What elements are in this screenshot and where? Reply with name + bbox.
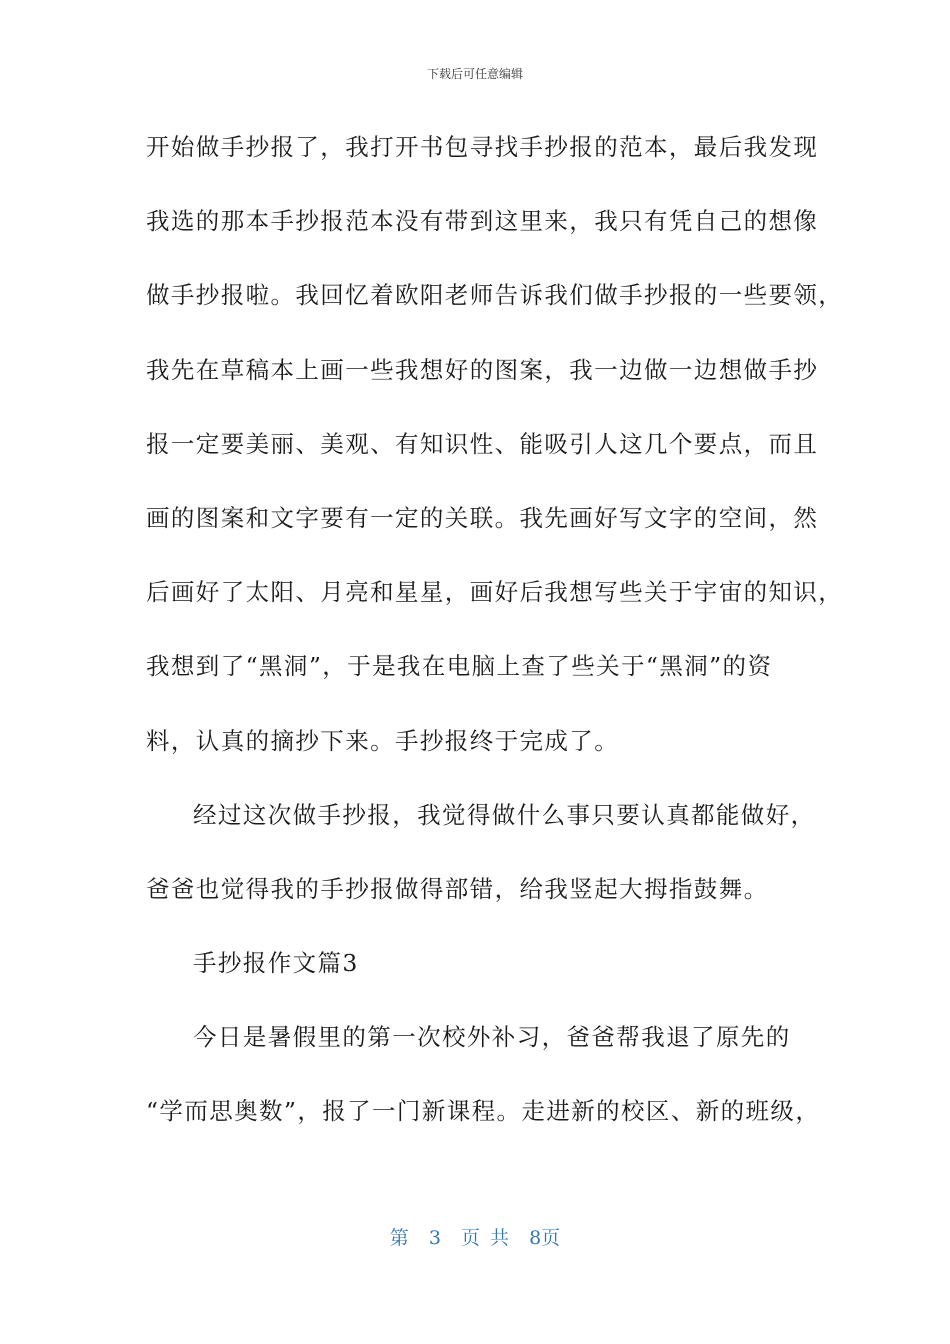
paragraph-line: 今日是暑假里的第一次校外补习，爸爸帮我退了原先的: [193, 1023, 791, 1052]
footer-prefix: 第: [389, 1227, 409, 1249]
footer-total-pages: 8页: [529, 1227, 561, 1249]
paragraph-line: 我想到了“黑洞”，于是我在电脑上查了些关于“黑洞”的资: [146, 652, 773, 681]
body-text: [146, 120, 844, 1159]
paragraph-line: 料，认真的摘抄下来。手抄报终于完成了。: [146, 726, 620, 755]
paragraph-line: 开始做手抄报了，我打开书包寻找手抄报的范本，最后我发现: [146, 133, 819, 161]
paragraph-line: 报一定要美丽、美观、有知识性、能吸引人这几个要点，而且: [146, 429, 819, 458]
page-footer: [0, 1224, 950, 1252]
paragraph-line: 画的图案和文字要有一定的关联。我先画好写文字的空间，然: [146, 503, 819, 532]
footer-middle: 页 共: [461, 1227, 510, 1249]
paragraph-line: “学而思奥数”，报了一门新课程。走进新的校区、新的班级，: [146, 1097, 821, 1126]
paragraph-line: 我选的那本手抄报范本没有带到这里来，我只有凭自己的想像: [146, 207, 819, 236]
page-header-note: 下载后可任意编辑: [426, 67, 523, 81]
footer-page-number: 3: [428, 1227, 441, 1249]
paragraph-line: 我先在草稿本上画一些我想好的图案，我一边做一边想做手抄: [146, 355, 819, 384]
paragraph-line: 经过这次做手抄报，我觉得做什么事只要认真都能做好，: [193, 800, 816, 829]
paragraph-line: 做手抄报啦。我回忆着欧阳老师告诉我们做手抄报的一些要领，: [146, 281, 844, 310]
paragraph-line: 后画好了太阳、月亮和星星，画好后我想写些关于宇宙的知识，: [146, 578, 844, 607]
paragraph-line: 爸爸也觉得我的手抄报做得部错，给我竖起大拇指鼓舞。: [146, 874, 769, 903]
section-heading: 手抄报作文篇3: [193, 949, 359, 978]
